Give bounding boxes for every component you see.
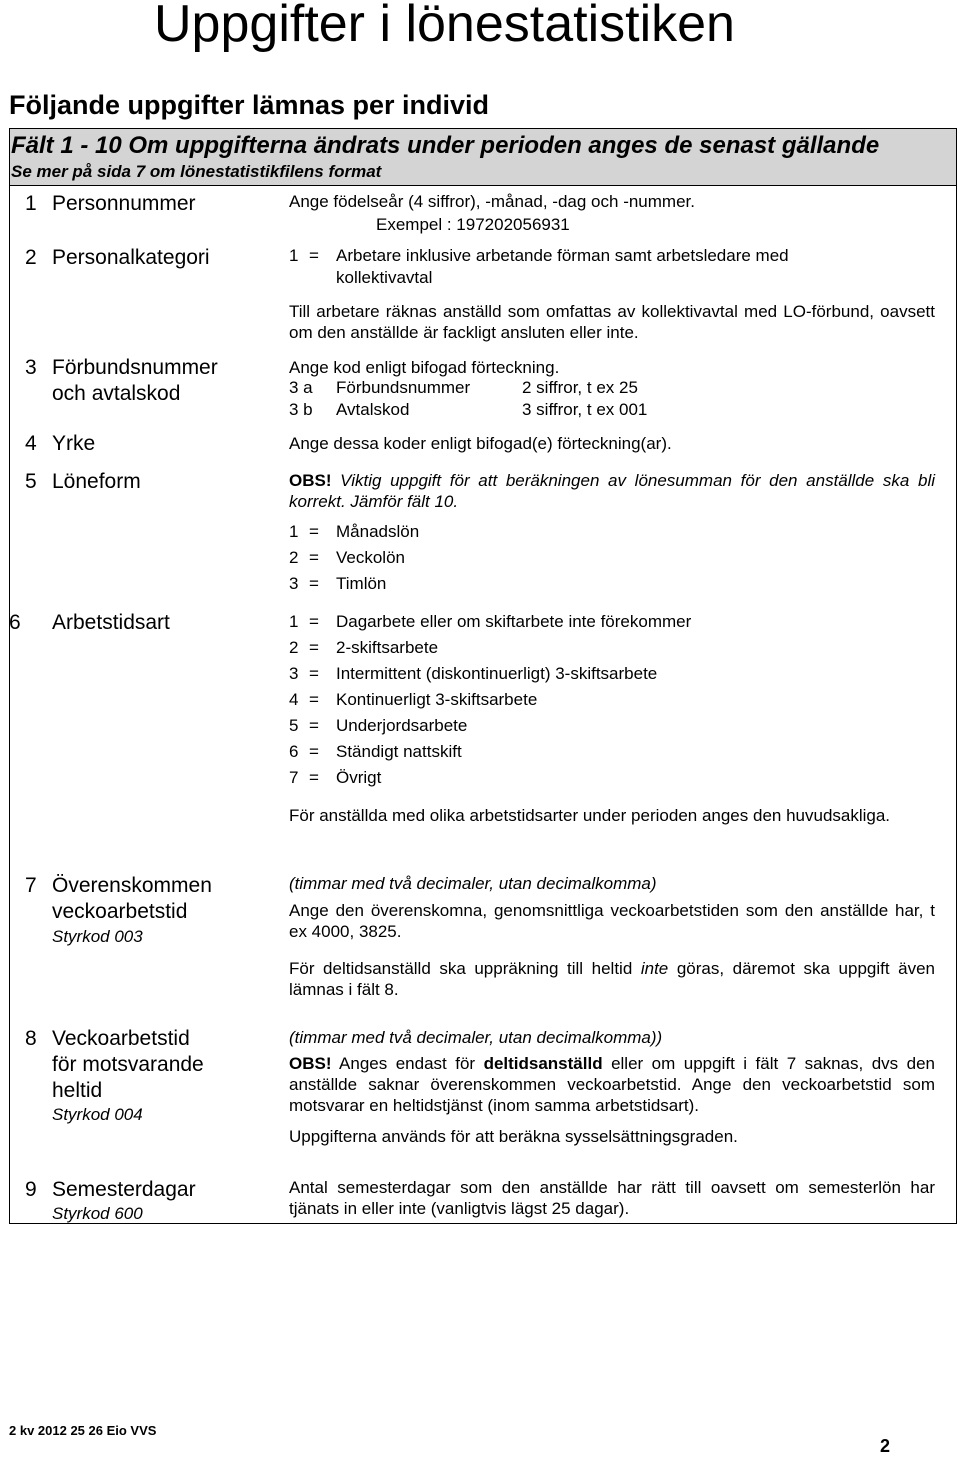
code-number: 3 [289,664,299,683]
code-number: 1 [289,612,299,631]
code-number: 1 [289,522,299,541]
code-number: 2 [289,548,299,567]
code-equals: = [309,638,319,657]
field-3b-id: 3 b [289,400,313,419]
field-9-number: 9 [25,1178,37,1201]
field-1-example: Exempel : 197202056931 [376,215,570,234]
field-4-name: Yrke [52,432,96,455]
field-3-name-line1: Förbundsnummer [52,356,218,379]
field-3a-id: 3 a [289,378,313,397]
code-number: 4 [289,690,299,709]
field-5-name: Löneform [52,470,141,493]
page-number: 2 [880,1436,891,1456]
field-3a-label: Förbundsnummer [336,378,471,397]
field-2-name: Personalkategori [52,246,210,269]
footer-doc-id: 2 kv 2012 25 26 Eio VVS [9,1423,157,1438]
code-text: Arbetare inklusive arbetande förman samt arbetsledare med [336,246,789,265]
code-text: Timlön [336,574,387,593]
field-6-name: Arbetstidsart [52,611,170,634]
code-text: Dagarbete eller om skiftarbete inte förekommer [336,612,692,631]
field-4-desc: Ange dessa koder enligt bifogad(e) förteckning(ar). [289,434,672,453]
code-number: 7 [289,768,299,787]
field-8-number: 8 [25,1027,37,1050]
field-8-name-line2: för motsvarande [52,1053,204,1076]
code-equals: = [309,664,319,683]
field-5-note-text: Viktig uppgift för att beräkningen av lönesumman för den anställde ska bli korrekt. Jämför fält 10. [289,471,935,511]
page-title: Uppgifter i lönestatistiken [154,0,735,53]
field-7-hint: (timmar med två decimaler, utan decimalkomma) [289,874,657,893]
field-7-note-part1: För deltidsanställd ska uppräkning till heltid [289,959,641,978]
obs-label: OBS! [289,471,332,490]
code-number: 2 [289,638,299,657]
code-number: 6 [289,742,299,761]
field-2-code-text-cont: kollektivavtal [336,268,433,287]
field-7-name-line1: Överenskommen [52,874,212,897]
field-3b-format: 3 siffror, t ex 001 [522,400,648,419]
field-1-desc: Ange födelseår (4 siffror), -månad, -dag och -nummer. [289,192,695,211]
field-8-styrkod: Styrkod 004 [52,1105,143,1124]
code-number: 3 [289,574,299,593]
code-equals: = [309,522,319,541]
field-9-styrkod: Styrkod 600 [52,1204,143,1223]
field-7-styrkod: Styrkod 003 [52,927,143,946]
field-7-name-line2: veckoarbetstid [52,900,188,923]
field-9-name: Semesterdagar [52,1178,196,1201]
code-text: Ständigt nattskift [336,742,462,761]
field-3-desc: Ange kod enligt bifogad förteckning. [289,358,560,377]
field-5-number: 5 [25,470,37,493]
field-5-note [289,470,935,512]
field-6-number: 6 [9,611,21,634]
obs-label: OBS! [289,1054,332,1073]
field-8-hint: (timmar med två decimaler, utan decimalkomma)) [289,1028,663,1047]
field-2-number: 2 [25,246,37,269]
code-number: 1 [289,246,299,265]
field-8-name-line3: heltid [52,1079,103,1102]
code-number: 5 [289,716,299,735]
section-heading: Följande uppgifter lämnas per individ [9,90,490,120]
fields-header-subtitle: Se mer på sida 7 om lönestatistikfilens format [11,162,382,181]
code-text: Veckolön [336,548,405,567]
code-text: 2-skiftsarbete [336,638,439,657]
field-2-note: Till arbetare räknas anställd som omfattas av kollektivavtal med LO-förbund, oavsett om den anställde är fackligt ansluten eller inte. [289,302,935,342]
field-6-note: För anställda med olika arbetstidsarter under perioden anges den huvudsakliga. [289,806,891,825]
code-text: Övrigt [336,768,382,787]
code-text: Intermittent (diskontinuerligt) 3-skiftsarbete [336,664,658,683]
field-1-number: 1 [25,192,37,215]
code-equals: = [309,716,319,735]
field-9-desc: Antal semesterdagar som den anställde har rätt till oavsett om semesterlön har tjänats in eller inte (vanligtvis lägst 25 dagar). [289,1178,935,1218]
field-8-desc-emphasis: deltidsanställd [483,1054,603,1073]
code-equals: = [309,574,319,593]
field-8-desc-part1: Anges endast för [331,1054,484,1073]
field-7-note-emphasis: inte [640,959,669,978]
fields-header-box [9,128,957,186]
code-equals: = [309,690,319,709]
field-7-note-part2: göras, däremot ska uppgift även lämnas i fält 8. [289,959,936,999]
fields-header-title: Fält 1 - 10 Om uppgifterna ändrats under perioden anges de senast gällande [11,132,880,159]
field-8-desc-part2: eller om uppgift i fält 7 saknas, dvs den anställde saknar överenskommen veckoarbetstid. Ange den veckoarbetstid som motsvarar en heltidstjänst (inom samma arbetstidsart). [289,1054,935,1115]
code-text: Kontinuerligt 3-skiftsarbete [336,690,538,709]
code-text: Underjordsarbete [336,716,468,735]
field-3a-format: 2 siffror, t ex 25 [522,378,638,397]
field-8-name-line1: Veckoarbetstid [52,1027,190,1050]
field-8-desc [289,1053,935,1116]
field-3b-label: Avtalskod [336,400,410,419]
field-7-number: 7 [25,874,37,897]
field-3-number: 3 [25,356,37,379]
field-7-desc: Ange den överenskomna, genomsnittliga veckoarbetstiden som den anställde har, t ex 4000, 3825. [289,901,935,941]
code-text: Månadslön [336,522,420,541]
code-equals: = [309,548,319,567]
field-3-name-line2: och avtalskod [52,382,181,405]
field-8-note: Uppgifterna används för att beräkna sysselsättningsgraden. [289,1127,738,1146]
field-4-number: 4 [25,432,37,455]
code-equals: = [309,612,319,631]
code-equals: = [309,246,319,265]
code-equals: = [309,742,319,761]
code-equals: = [309,768,319,787]
field-7-note [289,958,935,1000]
field-1-name: Personnummer [52,192,196,215]
